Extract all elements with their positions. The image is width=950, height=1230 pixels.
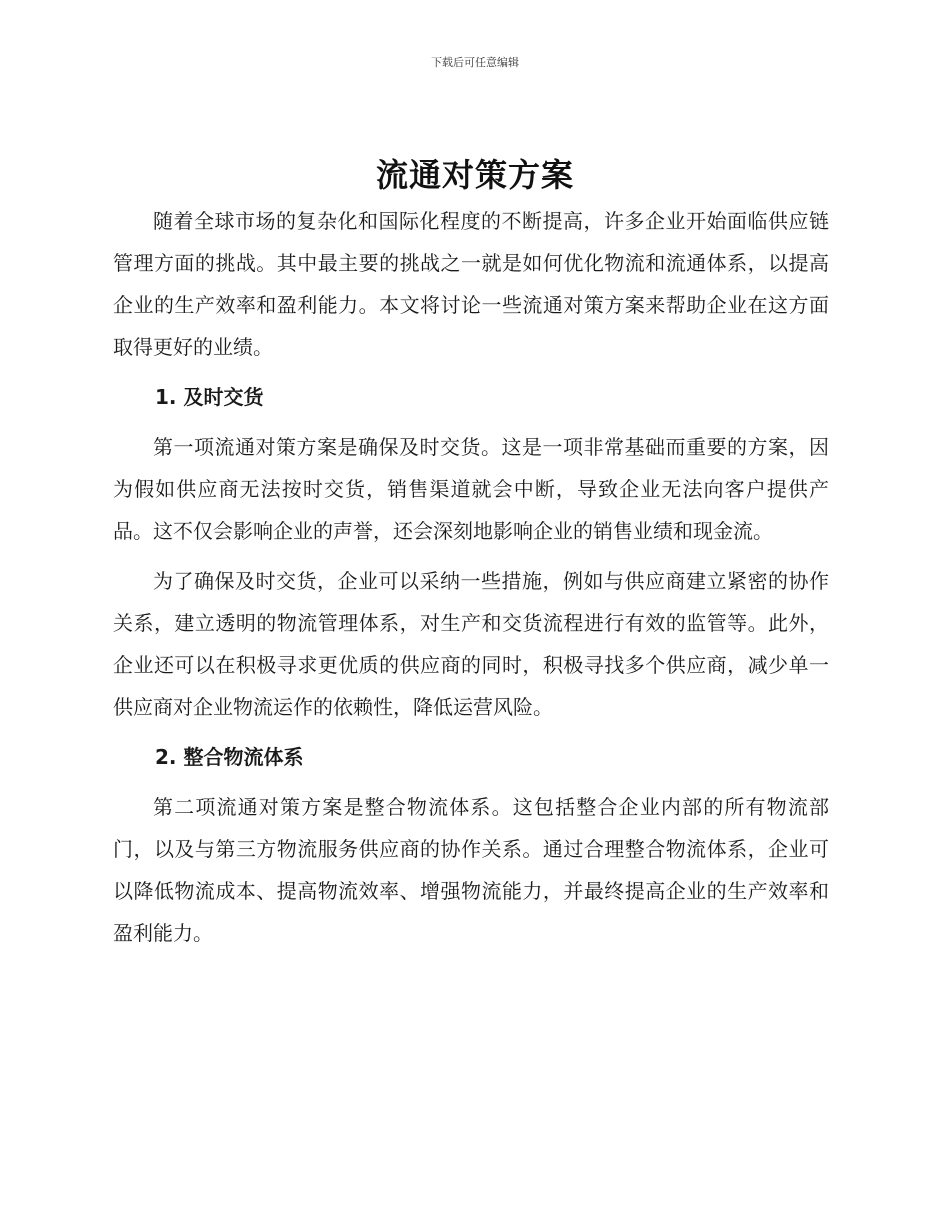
header-note: 下载后可任意编辑 [431, 56, 519, 69]
document-body [113, 200, 829, 962]
document-title: 流通对策方案 [375, 156, 574, 194]
section-heading-1: 1. 及时交货 [155, 385, 264, 409]
section-1-paragraph-1: 第一项流通对策方案是确保及时交货。这是一项非常基础而重要的方案，因为假如供应商无法按时交货，销售渠道就会中断，导致企业无法向客户提供产品。这不仅会影响企业的声誉，还会深刻地影响企业的销售业绩和现金流。 [113, 435, 829, 543]
section-1-paragraph-2: 为了确保及时交货，企业可以采纳一些措施，例如与供应商建立紧密的协作关系，建立透明的物流管理体系，对生产和交货流程进行有效的监管等。此外，企业还可以在积极寻求更优质的供应商的同时，积极寻找多个供应商，减少单一供应商对企业物流运作的依赖性，降低运营风险。 [113, 569, 829, 719]
section-2-paragraph-1: 第二项流通对策方案是整合物流体系。这包括整合企业内部的所有物流部门，以及与第三方物流服务供应商的协作关系。通过合理整合物流体系，企业可以降低物流成本、提高物流效率、增强物流能力，并最终提高企业的生产效率和盈利能力。 [113, 795, 829, 945]
intro-paragraph: 随着全球市场的复杂化和国际化程度的不断提高，许多企业开始面临供应链管理方面的挑战。其中最主要的挑战之一就是如何优化物流和流通体系，以提高企业的生产效率和盈利能力。本文将讨论一些流通对策方案来帮助企业在这方面取得更好的业绩。 [113, 209, 829, 359]
section-heading-2: 2. 整合物流体系 [155, 745, 304, 769]
